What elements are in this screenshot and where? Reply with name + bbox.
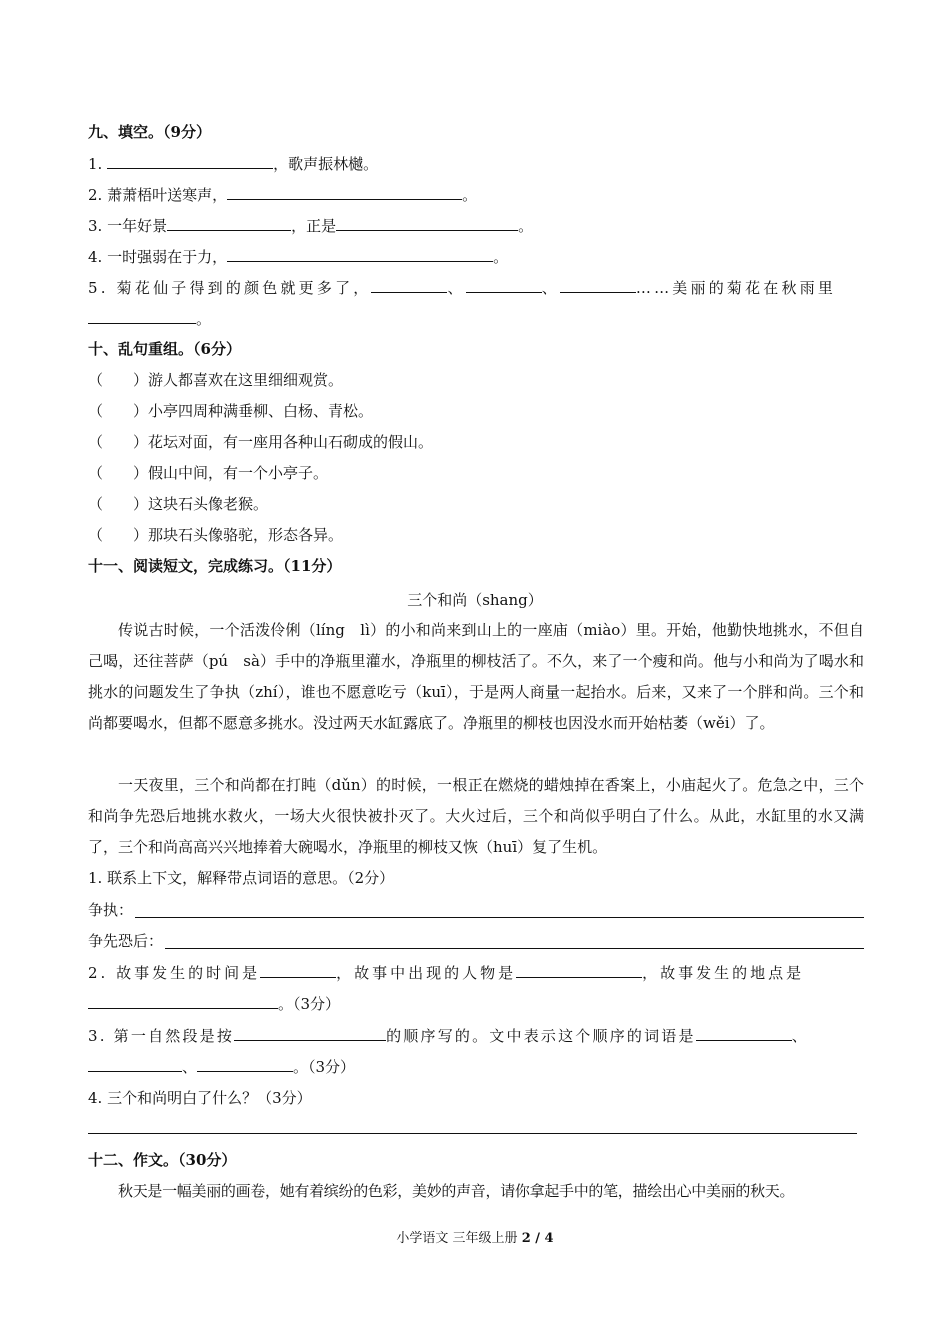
answer-blank[interactable]: [88, 993, 278, 1009]
fill-question-5-cont: [88, 308, 864, 329]
reorder-item: [88, 463, 864, 483]
reorder-item: [88, 370, 864, 390]
page-number: 2 / 4: [521, 1231, 554, 1246]
fill-question-3: [88, 215, 864, 236]
answer-blank[interactable]: [167, 215, 291, 231]
reading-question-2-cont: [88, 993, 864, 1014]
reorder-sentence: 游人都喜欢在这里细细观赏。: [148, 371, 344, 389]
q3-end: 。: [518, 217, 534, 235]
q3-sep-2: 、: [182, 1058, 198, 1076]
answer-blank[interactable]: [560, 277, 636, 293]
q3-text-b: ，正是: [291, 217, 337, 235]
q2-text: 2. 萧萧梧叶送寒声，: [88, 186, 228, 204]
q5-end: 。: [196, 310, 212, 328]
reading-question-3: [88, 1025, 864, 1046]
reorder-sentence: 花坛对面，有一座用各种山石砌成的假山。: [148, 433, 434, 451]
fill-question-2: [88, 184, 864, 205]
answer-blank[interactable]: [371, 277, 447, 293]
answer-blank[interactable]: [516, 962, 642, 978]
section10-heading: 十、乱句重组。（6分）: [88, 340, 241, 358]
q2-end: 。（3分）: [278, 995, 341, 1013]
q2-end: 。: [462, 186, 478, 204]
q3-text-b: 的顺序写的。文中表示这个顺序的词语是: [386, 1027, 696, 1045]
order-bracket[interactable]: （ ）: [88, 464, 149, 482]
q2-text-b: ，故事中出现的人物是: [336, 964, 517, 982]
answer-blank[interactable]: [696, 1025, 792, 1041]
answer-line[interactable]: [135, 917, 864, 918]
q5-sep-1: 、: [447, 279, 466, 297]
q4-text: 4. 一时强弱在于力，: [88, 248, 228, 266]
reading-question-1: 1. 联系上下文，解释带点词语的意思。（2分）: [88, 869, 395, 887]
answer-blank[interactable]: [227, 184, 462, 200]
section11-heading: 十一、阅读短文，完成练习。（11分）: [88, 557, 342, 575]
reorder-item: [88, 401, 864, 421]
reorder-item: [88, 432, 864, 452]
order-bracket[interactable]: （ ）: [88, 402, 149, 420]
reorder-sentence: 小亭四周种满垂柳、白杨、青松。: [148, 402, 374, 420]
word-label: 争先恐后：: [88, 932, 164, 950]
order-bracket[interactable]: （ ）: [88, 526, 149, 544]
order-bracket[interactable]: （ ）: [88, 433, 149, 451]
q1-number: 1.: [88, 155, 103, 173]
essay-prompt: 秋天是一幅美丽的画卷，她有着缤纷的色彩，美妙的声音，请你拿起手中的笔，描绘出心中美丽的秋天。: [118, 1182, 795, 1200]
q2-text-a: 2. 故事发生的时间是: [88, 964, 261, 982]
q5-sep-2: 、: [541, 279, 560, 297]
reading-question-2: [88, 962, 864, 983]
answer-blank[interactable]: [107, 153, 273, 169]
q5-text-a: 5. 菊花仙子得到的颜色就更多了，: [88, 279, 372, 297]
q4-end: 。: [493, 248, 509, 266]
reorder-sentence: 那块石头像骆驼，形态各异。: [148, 526, 344, 544]
footer-label: 小学语文 三年级上册: [396, 1231, 522, 1246]
q1-text: ，歌声振林樾。: [273, 155, 379, 173]
q5-text-b: ……美丽的菊花在秋雨里: [635, 279, 837, 297]
q3-end: 。（3分）: [293, 1058, 356, 1076]
q3-text-a: 3. 第一自然段是按: [88, 1027, 235, 1045]
page-footer: [0, 1227, 950, 1246]
section9-heading: 九、填空。（9分）: [88, 123, 211, 141]
q3-sep: 、: [791, 1027, 809, 1045]
answer-line[interactable]: [88, 1133, 857, 1134]
order-bracket[interactable]: （ ）: [88, 495, 149, 513]
order-bracket[interactable]: （ ）: [88, 371, 149, 389]
reading-question-3-cont: [88, 1056, 864, 1077]
reading-question-4: 4. 三个和尚明白了什么？（3分）: [88, 1089, 312, 1107]
answer-blank[interactable]: [466, 277, 542, 293]
reorder-sentence: 这块石头像老猴。: [148, 495, 269, 513]
q2-text-c: ，故事发生的地点是: [642, 964, 805, 982]
answer-blank[interactable]: [197, 1056, 293, 1072]
fill-question-5: [88, 277, 864, 298]
answer-blank[interactable]: [88, 308, 196, 324]
section12-heading: 十二、作文。（30分）: [88, 1151, 237, 1169]
fill-question-1: [88, 153, 864, 174]
answer-blank[interactable]: [260, 962, 336, 978]
answer-blank[interactable]: [88, 1056, 182, 1072]
answer-line[interactable]: [165, 948, 864, 949]
story-paragraph-1: 传说古时候，一个活泼伶俐（líng lì）的小和尚来到山上的一座庙（miào）里。开始，他勤快地挑水，不但自己喝，还往菩萨（pú sà）手中的净瓶里灌水，净瓶里的柳枝活了。不久，来了一个瘦和尚。他与小和尚为了喝水和挑水的问题发生了争执（zhí），谁也不愿意吃亏（kuī），于是两人商量一起抬水。后来，又来了一个胖和尚。三个和尚都要喝水，但都不愿意多挑水。没过两天水缸露底了。净瓶里的柳枝也因没水而开始枯萎（wěi）了。: [88, 621, 864, 732]
answer-blank[interactable]: [234, 1025, 386, 1041]
fill-question-4: [88, 246, 864, 267]
answer-blank[interactable]: [227, 246, 493, 262]
story-paragraph-2: 一天夜里，三个和尚都在打盹（dǔn）的时候，一根正在燃烧的蜡烛掉在香案上，小庙起火了。危急之中，三个和尚争先恐后地挑水救火，一场大火很快被扑灭了。大火过后，三个和尚似乎明白了什么。从此，水缸里的水又满了，三个和尚高高兴兴地捧着大碗喝水，净瓶里的柳枝又恢（huī）复了生机。: [88, 776, 864, 856]
word-label: 争执：: [88, 901, 134, 919]
q3-text-a: 3. 一年好景: [88, 217, 168, 235]
answer-blank[interactable]: [336, 215, 518, 231]
reorder-item: [88, 525, 864, 545]
reorder-sentence: 假山中间，有一个小亭子。: [148, 464, 329, 482]
story-title: 三个和尚（shang）: [407, 591, 543, 609]
reorder-item: [88, 494, 864, 514]
